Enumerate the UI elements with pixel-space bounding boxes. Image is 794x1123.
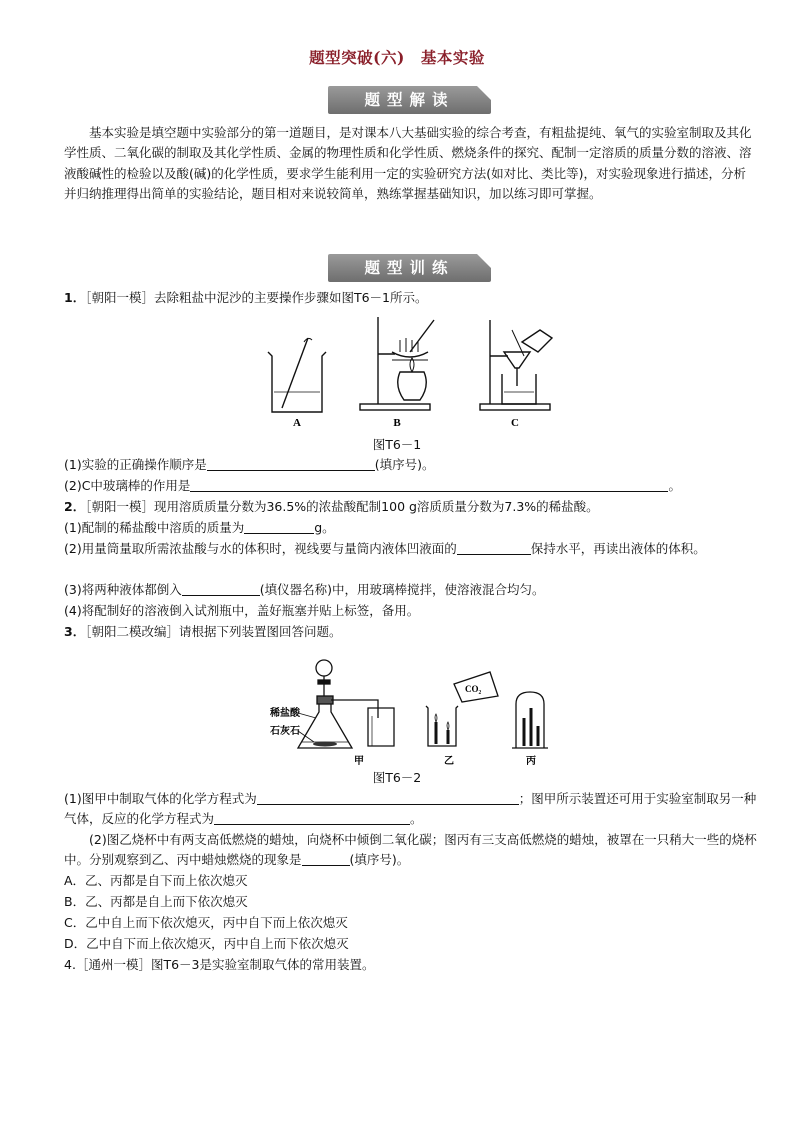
figure-t6-1 (260, 312, 560, 432)
label-yi: 乙 (444, 756, 454, 767)
intro-paragraph: 基本实验是填空题中实验部分的第一道题目，是对课本八大基础实验的综合考查，有粗盐提纯、氧气的实验室制取及其化学性质、二氧化碳的制取及其化学性质、金属的物理性质和化学性质、燃烧条件的探究、配制一定溶质的质量分数的溶液、溶液酸碱性的检验以及酸(碱)的化学性质，要求学生能利用一定的实验研究方法(如对比、类比等)，对实验现象进行描述，分析并归纳推理得出简单的实验结论，题目相对来说较简单，熟练掌握基础知识，加以练习即可掌握。 (64, 125, 752, 202)
figure-label-a: A (293, 417, 301, 429)
label-dilute-hcl: 稀盐酸 (270, 708, 300, 719)
question-2-part-2: (2)用量筒量取所需浓盐酸与水的体积时，视线要与量筒内液体凹液面的 保持水平，再读出液体的体积。 (64, 541, 706, 556)
question-2-stem: 2．［朝阳一模］现用溶质质量分数为36.5%的浓盐酸配制100 g溶质质量分数为7.3%的稀盐酸。 (64, 499, 599, 514)
figure-label-c: C (511, 417, 519, 429)
answer-blank-3-2[interactable] (302, 851, 350, 866)
figure-caption-t6-1: 图T6－1 (372, 437, 422, 452)
section-banner-training: 题型训练 (328, 254, 491, 282)
question-3-part-2: (2)图乙烧杯中有两支高低燃烧的蜡烛，向烧杯中倾倒二氧化碳；图丙有三支高低燃烧的蜡烛，被罩在一只稍大一些的烧杯中。分别观察到乙、丙中蜡烛燃烧的现象是 (填序号)。 (64, 832, 757, 868)
label-co2: CO₂ (465, 684, 482, 694)
figure-label-b: B (393, 417, 401, 429)
figure-b-evaporation (360, 317, 434, 410)
figure-t6-2 (268, 656, 568, 768)
question-4-stem: 4.［通州一模］图T6－3是实验室制取气体的常用装置。 (64, 957, 375, 972)
option-a: A．乙、丙都是自下而上依次熄灭 (64, 873, 248, 888)
figure-a-beaker-stirring (268, 338, 326, 412)
option-b: B．乙、丙都是自上而下依次熄灭 (64, 894, 248, 909)
answer-blank-1-1[interactable] (207, 456, 375, 471)
label-bing: 丙 (526, 756, 536, 767)
answer-blank-2-1[interactable] (244, 519, 314, 534)
answer-blank-3-1a[interactable] (257, 790, 519, 805)
option-d: D．乙中自下而上依次熄灭，丙中自上而下依次熄灭 (64, 936, 349, 951)
option-c: C．乙中自上而下依次熄灭，丙中自下而上依次熄灭 (64, 915, 348, 930)
page-title: 题型突破(六) 基本实验 (309, 48, 485, 67)
section-banner-interpretation: 题型解读 (328, 86, 491, 114)
question-2-part-1: (1)配制的稀盐酸中溶质的质量为 g。 (64, 520, 335, 535)
question-1-part-1: (1)实验的正确操作顺序是 (填序号)。 (64, 457, 435, 472)
question-3-part-1: (1)图甲中制取气体的化学方程式为 ；图甲所示装置还可用于实验室制取另一种气体，反应的化学方程式为 。 (64, 791, 757, 827)
figure-jia-flask (298, 660, 394, 748)
label-jia: 甲 (354, 756, 364, 767)
question-1-part-2: (2)C中玻璃棒的作用是 。 (64, 478, 681, 493)
figure-yi-beaker (426, 672, 498, 746)
figure-bing-bell-jar (512, 692, 548, 748)
question-1-stem: 1．［朝阳一模］去除粗盐中泥沙的主要操作步骤如图T6－1所示。 (64, 290, 428, 305)
figure-c-filtration (480, 320, 552, 410)
question-2-part-4: (4)将配制好的溶液倒入试剂瓶中，盖好瓶塞并贴上标签，备用。 (64, 603, 420, 618)
question-3-stem: 3．［朝阳二模改编］请根据下列装置图回答问题。 (64, 624, 342, 639)
answer-blank-3-1b[interactable] (214, 810, 410, 825)
answer-blank-2-2[interactable] (457, 540, 531, 555)
question-2-part-3: (3)将两种液体都倒入 (填仪器名称)中，用玻璃棒搅拌，使溶液混合均匀。 (64, 582, 545, 597)
answer-blank-2-3[interactable] (182, 581, 260, 596)
answer-blank-1-2[interactable] (190, 477, 668, 492)
label-limestone: 石灰石 (270, 726, 300, 737)
figure-caption-t6-2: 图T6－2 (372, 770, 422, 785)
